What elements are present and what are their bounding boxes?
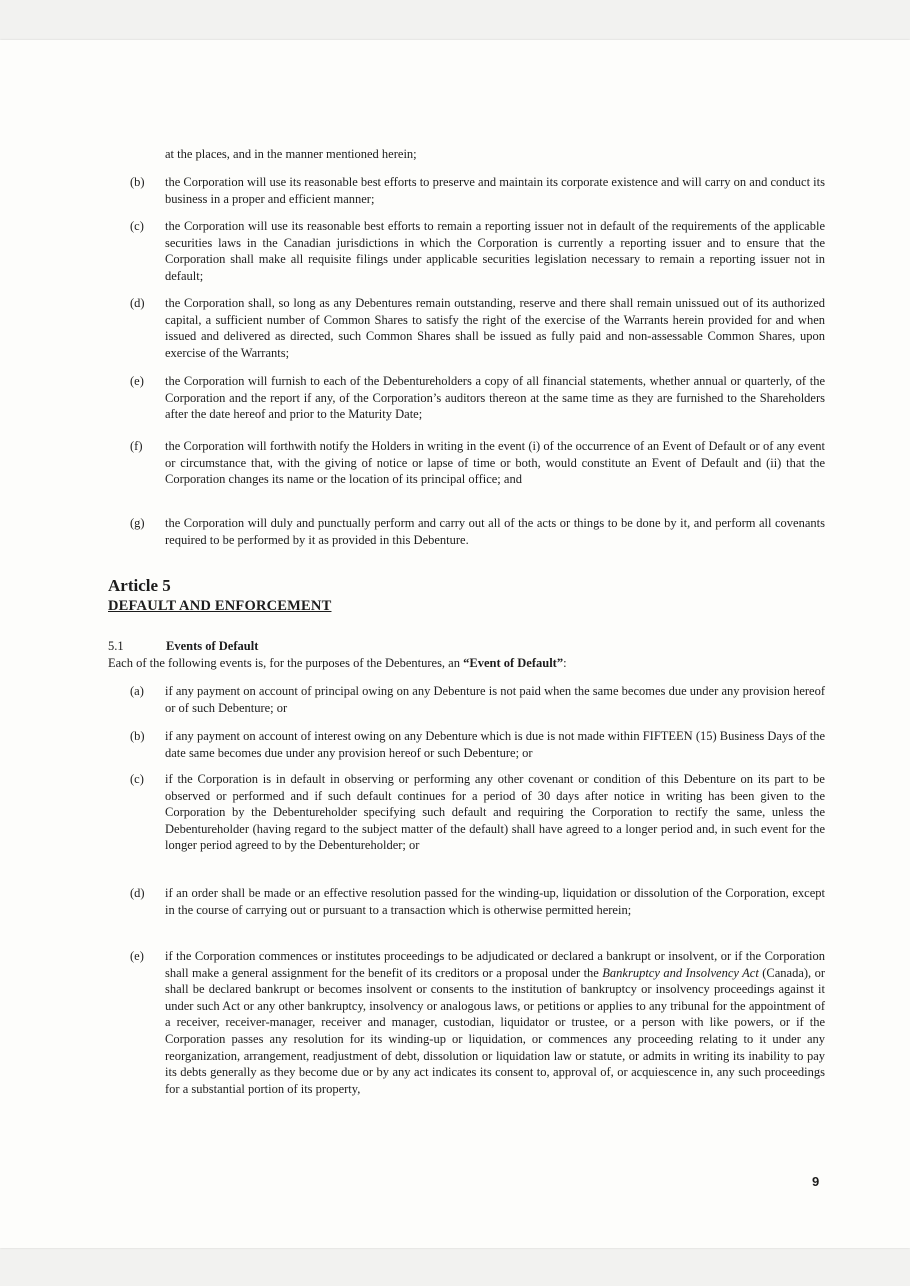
covenant-text: the Corporation will use its reasonable best efforts to remain a reporting issuer not in default of the requirements of the applicable securities laws in the Canadian jurisdictions in which the Corporation is currently a reporting issuer and to ensure that the Corporation shall make all requisite filings under applicable securities legislation necessary to remain a reporting issuer not in default; — [165, 219, 825, 283]
event-text — [165, 948, 825, 1097]
event-item — [130, 683, 825, 716]
section-intro — [108, 655, 825, 672]
event-text-part: if the Corporation commences or institutes proceedings to be adjudicated or declared a bankrupt or insolvent, or if the Corporation shall make a general assignment for the benefit of its creditors or a proposal under the — [165, 949, 825, 980]
covenant-label: (e) — [130, 374, 144, 388]
covenant-item — [130, 373, 825, 423]
event-label: (d) — [130, 886, 145, 900]
covenant-text: the Corporation shall, so long as any Debentures remain outstanding, reserve and there shall remain unissued out of its authorized capital, a sufficient number of Common Shares to satisfy the right of the exercise of the Warrants herein provided for and when issued and delivered as directed, such Common Shares shall be issued as fully paid and non-assessable Common Shares, upon exercise of the Warrants; — [165, 296, 825, 360]
covenant-text: the Corporation will duly and punctually perform and carry out all of the acts or things to be done by it, and perform all covenants required to be performed by it as provided in this Debenture. — [165, 516, 825, 547]
article-title: Article 5 — [108, 576, 171, 595]
event-label: (a) — [130, 684, 144, 698]
covenant-item — [130, 515, 825, 548]
covenant-label: (g) — [130, 516, 145, 530]
covenant-item — [130, 218, 825, 284]
section-title: Events of Default — [166, 639, 259, 653]
document-page — [0, 40, 910, 1248]
event-item — [130, 885, 825, 918]
section-heading — [108, 638, 258, 655]
covenant-label: (f) — [130, 439, 143, 453]
event-label: (c) — [130, 772, 144, 786]
event-item — [130, 948, 825, 1097]
event-label: (e) — [130, 949, 144, 963]
event-label: (b) — [130, 729, 145, 743]
covenant-text: the Corporation will use its reasonable best efforts to preserve and maintain its corporate existence and will carry on and conduct its business in a proper and efficient manner; — [165, 175, 825, 206]
page-number: 9 — [812, 1174, 820, 1189]
event-text-part: (Canada), or shall be declared bankrupt or becomes insolvent or consents to the institution of bankruptcy or insolvency proceedings against it under such Act or any other bankruptcy, insolvency or analogous laws, or petitions or applies to any tribunal for the appointment of a receiver, receiver-manager, receiver and manager, custodian, liquidator or trustee, or a person with like powers, or if the Corporation passes any resolution for its winding-up or liquidation, or commences any proceeding relating to it under any reorganization, arrangement, readjustment of debt, dissolution or liquidation law or statute, or admits in writing its inability to pay its debts generally as they become due or by any act indicates its consent to, approval of, or acquiescence in, any such proceedings for a substantial portion of its property, — [165, 965, 825, 1096]
covenant-item — [130, 438, 825, 488]
covenant-text: the Corporation will forthwith notify the Holders in writing in the event (i) of the occurrence of an Event of Default or of any event or circumstance that, with the giving of notice or lapse of time or both, would constitute an Event of Default and (ii) that the Corporation changes its name or the location of its principal office; and — [165, 439, 825, 487]
event-item — [130, 728, 825, 761]
covenant-item — [130, 174, 825, 207]
event-text: if any payment on account of principal owing on any Debenture is not paid when the same becomes due under any provision hereof or of such Debenture; or — [165, 684, 825, 715]
covenant-item — [130, 295, 825, 361]
covenant-label: (c) — [130, 219, 144, 233]
section-number: 5.1 — [108, 639, 124, 653]
intro-punct: : — [563, 656, 567, 670]
covenant-text: the Corporation will furnish to each of the Debentureholders a copy of all financial statements, whether annual or quarterly, of the Corporation and the report if any, of the Corporation’s auditors thereon at the same time as they are furnished to the Shareholders after the date hereof and prior to the Maturity Date; — [165, 374, 825, 422]
covenant-label: (d) — [130, 296, 145, 310]
event-text: if an order shall be made or an effective resolution passed for the winding-up, liquidation or dissolution of the Corporation, except in the course of carrying out or pursuant to a transaction which is otherwise permitted herein; — [165, 886, 825, 917]
covenant-label: (b) — [130, 175, 145, 189]
event-text: if any payment on account of interest owing on any Debenture which is due is not made within FIFTEEN (15) Business Days of the date same becomes due under any provision hereof or such Debenture; or — [165, 729, 825, 760]
intro-text: Each of the following events is, for the purposes of the Debentures, an — [108, 656, 464, 670]
continuation-text: at the places, and in the manner mentioned herein; — [165, 147, 417, 161]
defined-term: “Event of Default” — [463, 656, 564, 670]
event-item — [130, 771, 825, 854]
statute-name: Bankruptcy and Insolvency Act — [602, 965, 759, 980]
event-text: if the Corporation is in default in observing or performing any other covenant or condition of this Debenture on its part to be observed or performed and if such default continues for a period of 30 days after notice in writing has been given to the Corporation by the Debentureholder specifying such default and requiring the Corporation to rectify the same, unless the Debentureholder (having regard to the subject matter of the default) shall have agreed to a longer period and, in such event for the longer period agreed to by the Debentureholder; or — [165, 772, 825, 853]
article-heading: DEFAULT AND ENFORCEMENT — [108, 598, 332, 614]
